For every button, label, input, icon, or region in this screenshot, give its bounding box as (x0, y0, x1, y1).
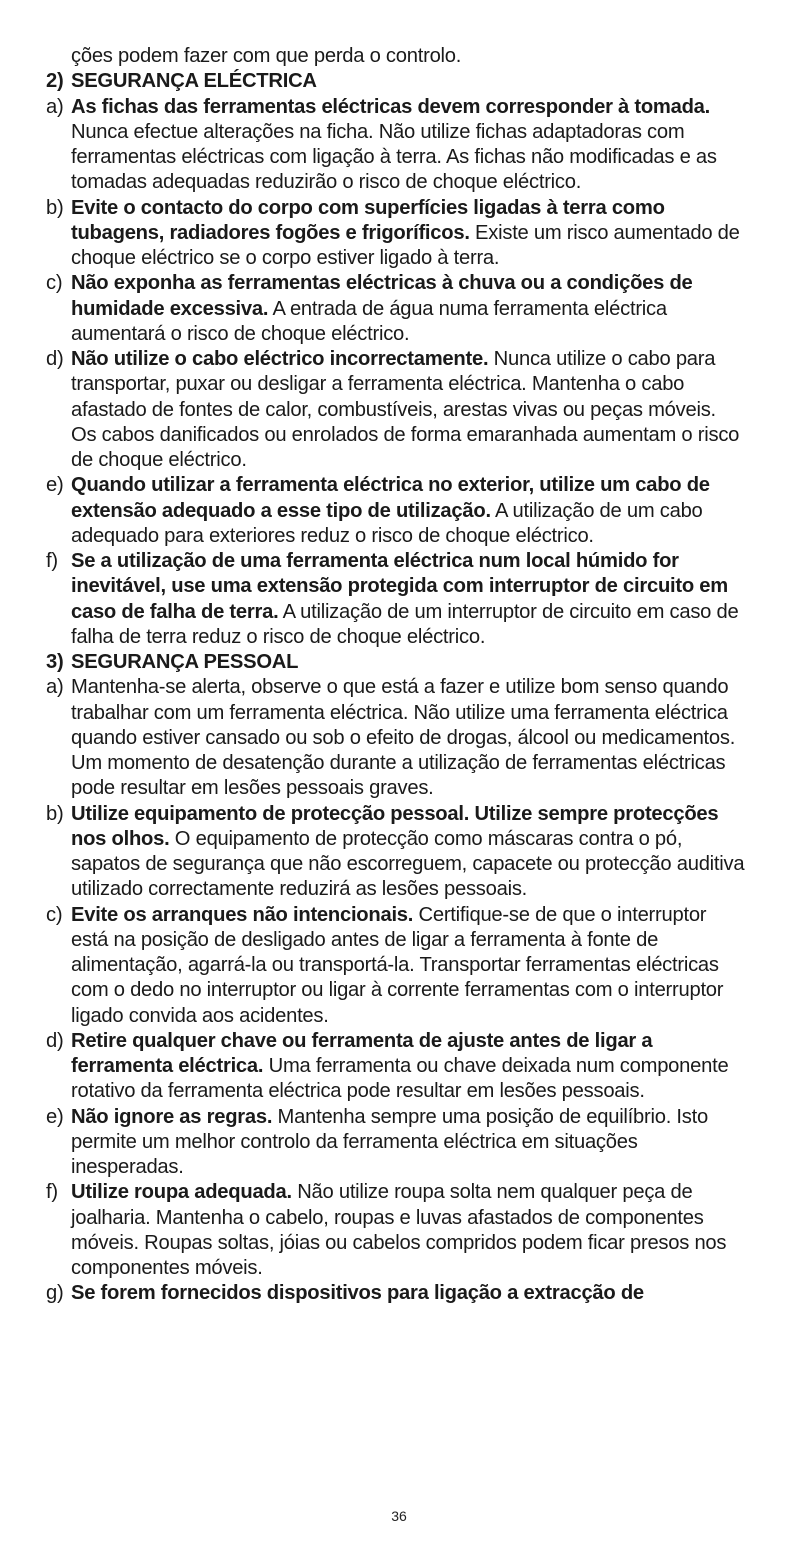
item-bold-text: Não ignore as regras. (71, 1105, 273, 1128)
list-item (46, 1105, 746, 1181)
item-body (71, 675, 746, 801)
item-text: Nunca efectue alterações na ficha. Não utilize fichas adaptadoras com ferramentas eléctricas com ligação à terra. As fichas não modificadas e as tomadas adequadas reduzirão o risco de choque eléctrico. (71, 120, 717, 194)
item-text: Não utilize roupa solta nem qualquer peça de joalharia. Mantenha o cabelo, roupas e luvas afastados de componentes móveis. Roupas soltas, jóias ou cabelos compridos podem ficar presos nos componentes móveis. (71, 1181, 727, 1279)
item-label: e) (46, 1105, 64, 1128)
item-bold-text: Se forem fornecidos dispositivos para ligação a extracção de (71, 1282, 644, 1305)
item-text: A utilização de um cabo adequado para exteriores reduz o risco de choque eléctrico. (71, 499, 703, 547)
item-body (71, 1105, 746, 1181)
manual-page (46, 44, 746, 1307)
item-text: Existe um risco aumentado de choque eléctrico se o corpo estiver ligado à terra. (71, 221, 740, 269)
item-body (71, 1281, 746, 1306)
item-text: A entrada de água numa ferramenta eléctrica aumentará o risco de choque eléctrico. (71, 297, 667, 345)
item-label: c) (46, 272, 63, 295)
section-number: 3) (46, 651, 64, 673)
item-label: e) (46, 474, 64, 497)
section-heading-electrical-safety (46, 69, 746, 94)
item-body (71, 271, 746, 347)
item-bold-text: Utilize roupa adequada. (71, 1181, 292, 1204)
item-bold-text: As fichas das ferramentas eléctricas devem corresponder à tomada. (71, 95, 711, 118)
item-text: Mantenha sempre uma posição de equilíbrio. Isto permite um melhor controlo da ferramenta eléctrica em situações inesperadas. (71, 1105, 708, 1178)
list-item (46, 903, 746, 1029)
item-text: Mantenha-se alerta, observe o que está a fazer e utilize bom senso quando trabalhar com um ferramenta eléctrica. Não utilize uma ferramenta eléctrica quando estiver cansado ou sob o efeito de drogas, álcool ou medicamentos. Um momento de desatenção durante a utilização de ferramentas eléctricas pode resultar em lesões pessoais graves. (71, 676, 736, 800)
list-item (46, 1180, 746, 1281)
list-item (46, 196, 746, 272)
item-text: A utilização de um interruptor de circuito em caso de falha de terra reduz o risco de choque eléctrico. (71, 600, 739, 648)
item-bold-text: Quando utilizar a ferramenta eléctrica no exterior, utilize um cabo de extensão adequado a esse tipo de utilização. (71, 474, 710, 522)
item-body (71, 802, 746, 903)
list-item (46, 675, 746, 801)
list-item (46, 549, 746, 650)
item-bold-text: Retire qualquer chave ou ferramenta de ajuste antes de ligar a ferramenta eléctrica. (71, 1029, 653, 1077)
section-title: SEGURANÇA PESSOAL (71, 651, 299, 673)
list-item (46, 802, 746, 903)
item-body (71, 903, 746, 1029)
item-text: Nunca utilize o cabo para transportar, puxar ou desligar a ferramenta eléctrica. Mantenha o cabo afastado de fontes de calor, combustíveis, arestas vivas ou peças móveis. Os cabos danificados ou enrolados de forma emaranhada aumentam o risco de choque eléctrico. (71, 348, 740, 471)
section-number: 2) (46, 70, 64, 93)
list-item (46, 95, 746, 196)
item-text: O equipamento de protecção como máscaras contra o pó, sapatos de segurança que não escorreguem, capacete ou protecção auditiva utilizado correctamente reduzirá as lesões pessoais. (71, 827, 745, 901)
item-label: b) (46, 802, 64, 825)
item-bold-text: Evite o contacto do corpo com superfícies ligadas à terra como tubagens, radiadores fogões e frigoríficos. (71, 196, 665, 244)
page-number: 36 (391, 1508, 407, 1524)
item-body (71, 95, 746, 196)
item-text: Certifique-se de que o interruptor está na posição de desligado antes de ligar a ferramenta à fonte de alimentação, agarrá-la ou transportá-la. Transportar ferramentas eléctricas com o dedo no interruptor ou ligar à corrente ferramentas com o interruptor ligado convida aos acidentes. (71, 903, 724, 1027)
item-body (71, 473, 746, 549)
item-body (71, 347, 746, 473)
item-body (71, 1029, 746, 1105)
item-label: g) (46, 1282, 64, 1305)
section-heading-personal-safety (46, 650, 746, 675)
item-label: d) (46, 1029, 64, 1052)
item-body (71, 549, 746, 650)
list-item (46, 347, 746, 473)
item-label: a) (46, 95, 64, 118)
item-bold-text: Evite os arranques não intencionais. (71, 903, 414, 926)
item-label: d) (46, 348, 64, 370)
item-body (71, 1180, 746, 1281)
item-bold-text: Utilize equipamento de protecção pessoal. Utilize sempre protecções nos olhos. (71, 802, 719, 850)
item-label: a) (46, 676, 64, 699)
list-item (46, 271, 746, 347)
item-label: f) (46, 550, 58, 572)
item-bold-text: Não exponha as ferramentas eléctricas à chuva ou a condições de humidade excessiva. (71, 272, 693, 320)
list-item (46, 473, 746, 549)
section-title: SEGURANÇA ELÉCTRICA (71, 70, 317, 93)
item-body (71, 196, 746, 272)
continuation-text: ções podem fazer com que perda o controlo. (71, 45, 462, 67)
list-item (46, 1029, 746, 1105)
item-label: f) (46, 1181, 58, 1204)
item-label: b) (46, 196, 64, 219)
item-text: Uma ferramenta ou chave deixada num componente rotativo da ferramenta eléctrica pode resultar em lesões pessoais. (71, 1055, 729, 1103)
list-item (46, 1281, 746, 1306)
item-bold-text: Não utilize o cabo eléctrico incorrectamente. (71, 348, 489, 370)
item-label: c) (46, 903, 63, 926)
item-bold-text: Se a utilização de uma ferramenta eléctrica num local húmido for inevitável, use uma extensão protegida com interruptor de circuito em caso de falha de terra. (71, 550, 728, 623)
